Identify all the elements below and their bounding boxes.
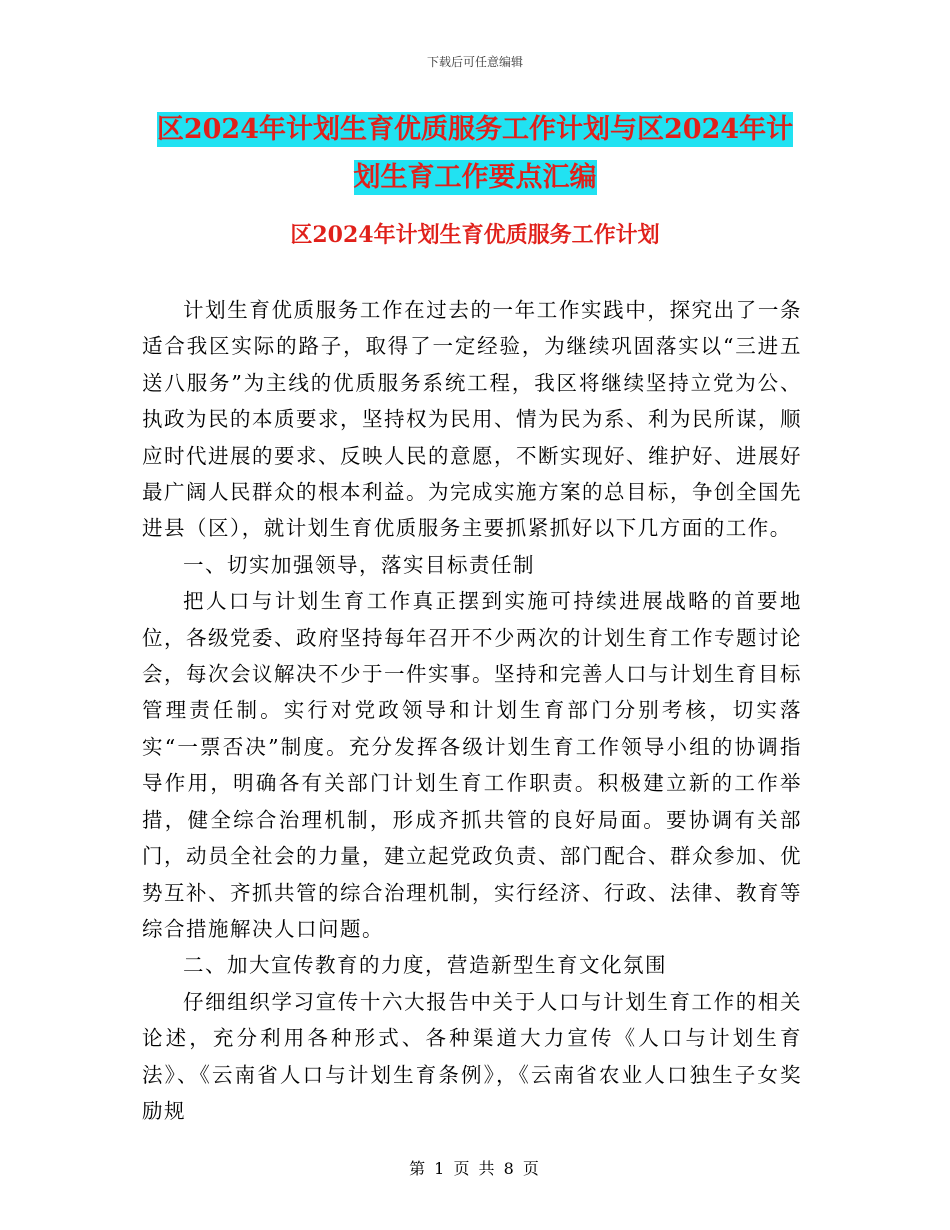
main-title-line-1: 区2024年计划生育优质服务工作计划与区2024年计 — [156, 114, 794, 145]
paragraph-publicity: 仔细组织学习宣传十六大报告中关于人口与计划生育工作的相关论述，充分利用各种形式、各种渠道大力宣传《人口与计划生育法》、《云南省人口与计划生育条例》，《云南省农业人口独生子女奖励规 — [142, 989, 802, 1123]
intro-paragraph: 计划生育优质服务工作在过去的一年工作实践中，探究出了一条适合我区实际的路子，取得了一定经验，为继续巩固落实以“三进五送八服务”为主线的优质服务系统工程，我区将继续坚持立党为公、执政为民的本质要求，坚持权为民用、情为民为系、利为民所谋，顺应时代进展的要求、反映人民的意愿，不断实现好、维护好、进展好最广阔人民群众的根本利益。为完成实施方案的总目标，争创全国先进县（区），就计划生育优质服务主要抓紧抓好以下几方面的工作。 — [142, 298, 802, 541]
paragraph-leadership: 把人口与计划生育工作真正摆到实施可持续进展战略的首要地位，各级党委、政府坚持每年召开不少两次的计划生育工作专题讨论会，每次会议解决不少于一件实事。坚持和完善人口与计划生育目标管理责任制。实行对党政领导和计划生育部门分别考核，切实落实“一票否决”制度。充分发挥各级计划生育工作领导小组的协调指导作用，明确各有关部门计划生育工作职责。积极建立新的工作举措，健全综合治理机制，形成齐抓共管的良好局面。要协调有关部门，动员全社会的力量，建立起党政负责、部门配合、群众参加、优势互补、齐抓共管的综合治理机制，实行经济、行政、法律、教育等综合措施解决人口问题。 — [142, 589, 802, 941]
heading-one: 一、切实加强领导，落实目标责任制 — [183, 552, 535, 577]
section-title: 区2024年计划生育优质服务工作计划 — [290, 222, 660, 248]
document-body — [142, 292, 802, 1129]
heading-two: 二、加大宣传教育的力度，营造新型生育文化氛围 — [183, 953, 667, 978]
main-title-line-2: 划生育工作要点汇编 — [353, 162, 597, 193]
document-main-title — [140, 106, 810, 202]
page-header-note: 下载后可任意编辑 — [426, 55, 523, 69]
page-number-footer: 第 1 页 共 8 页 — [409, 1159, 541, 1178]
